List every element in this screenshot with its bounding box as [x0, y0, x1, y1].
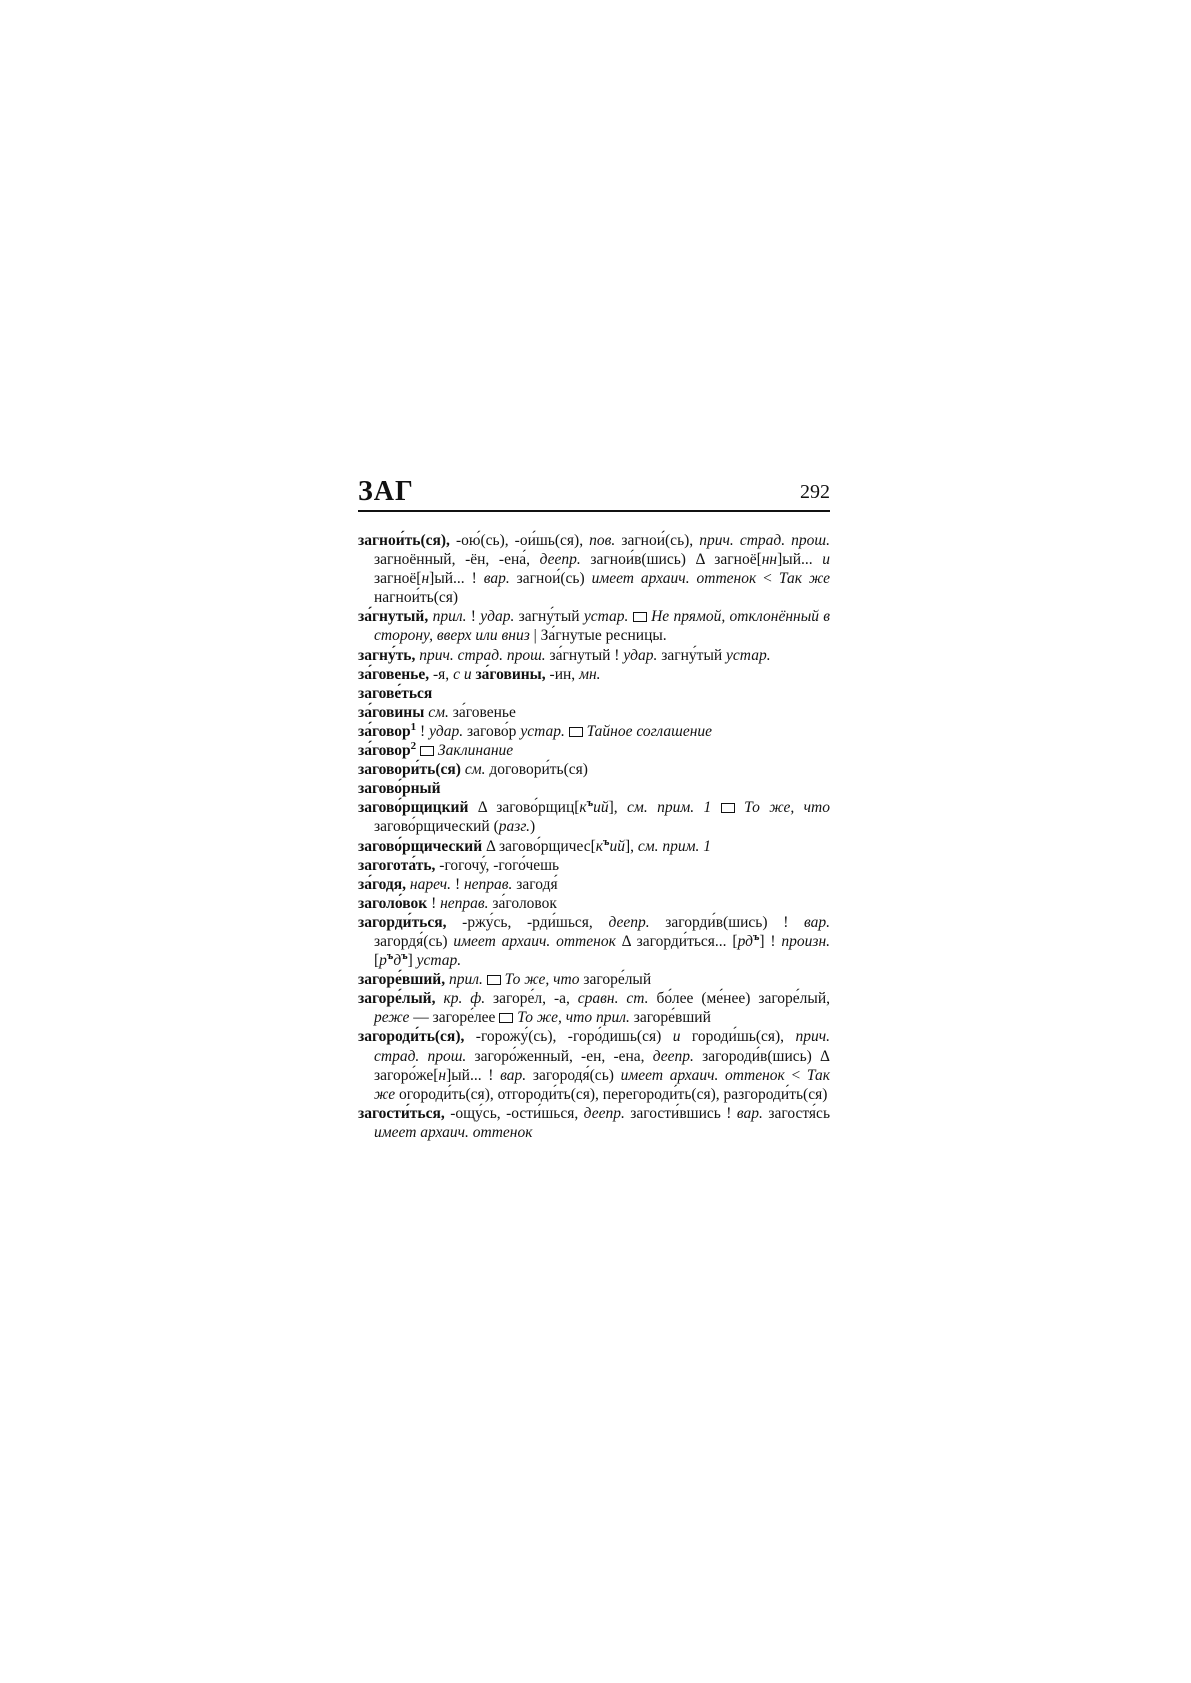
page-number: 292	[800, 481, 830, 503]
entry-zagnut: загну́ть, прич. страд. прош. за́гнутый ! удар. загну́тый устар.	[358, 646, 771, 664]
entry-zagovetsya	[358, 684, 830, 703]
headword: заголо́вок	[358, 894, 428, 912]
headword: загоре́лый,	[358, 990, 436, 1008]
headword: загости́ться,	[358, 1104, 445, 1122]
headword: за́говины	[358, 703, 425, 721]
headword: загороди́ть(ся),	[358, 1028, 465, 1046]
headword: за́говенье,	[358, 665, 430, 683]
headword: загорди́ться,	[358, 913, 447, 931]
entry-zagoviny: за́говины см. за́говенье	[358, 703, 516, 721]
square-box-icon	[499, 1013, 513, 1023]
headword: за́гнутый,	[358, 608, 429, 626]
entry-zagodya: за́годя, нареч. ! неправ. загодя́	[358, 875, 558, 893]
entry-zagnutyi: за́гнутый, прил. ! удар. загну́тый устар. Не прямой, отклонённый в сторону, вверх или вниз | За́гнутые ресницы.	[358, 608, 831, 645]
headword: за́годя,	[358, 875, 407, 893]
entry-zagostitsya: загости́ться, -ощу́сь, -ости́шься, деепр. загости́вшись ! вар. загостя́сь имеет архаич. оттенок	[358, 1104, 831, 1141]
square-box-icon	[721, 803, 735, 813]
entry-zagolovok: заголо́вок ! неправ. за́головок	[358, 894, 557, 912]
entry-zagogotat: загогота́ть, -гогочу́, -гого́чешь	[358, 856, 560, 874]
headword: загогота́ть,	[358, 856, 436, 874]
entry-zagorditsya: загорди́ться, -ржу́сь, -рди́шься, деепр. загорди́в(шись) ! вар. загордя́(сь) имеет архаич. оттенок Δ загорди́ться... $[рд^ъ]$ ! произн. $[р^ъд^ъ]$ устар.	[358, 913, 831, 970]
running-header	[358, 476, 830, 512]
headword: загну́ть,	[358, 646, 416, 664]
entry-zagovorshchicheskii: загово́рщический Δ $загово́рщичес[к^ъий]$, см. прим. 1	[358, 835, 712, 855]
entry-zagovorit: заговори́ть(ся) см. договори́ть(ся)	[358, 761, 588, 779]
headword: загнои́ть(ся),	[358, 532, 450, 549]
headword: загове́ться	[358, 684, 433, 702]
entry-zagnoit: загнои́ть(ся), -ою́(сь), -ои́шь(ся), пов. загнои́(сь), прич. страд. прош. загноённый, -ён, -ена́, деепр. загнои́в(шись) Δ загноё[нн]ый... и загноё[н]ый... ! вар. загнои́(сь) имеет архаич. оттенок < Так же нагнои́ть(ся)	[358, 532, 830, 607]
square-box-icon	[633, 612, 647, 622]
headword: за́говор	[358, 722, 411, 740]
entry-zagorevshii: загоре́вший, прил. То же, что загоре́лый	[358, 971, 652, 989]
header-word: ЗАГ	[358, 476, 414, 507]
entry-zagovenie: за́говенье, -я, с и за́говины, -ин, мн.	[358, 665, 601, 683]
square-box-icon	[487, 975, 501, 985]
entry-zagorodit: загороди́ть(ся), -горожу́(сь), -горо́дишь(ся) и городи́шь(ся), прич. страд. прош. загоро́женный, -ен, -ена, деепр. загороди́в(шись) Δ загоро́же[н]ый... ! вар. загородя́(сь) имеет архаич. оттенок < Так же огороди́ть(ся), отгороди́ть(ся), перегороди́ть(ся), разгороди́ть(ся)	[358, 1028, 831, 1103]
headword: за́говор	[358, 742, 411, 760]
square-box-icon	[420, 746, 434, 756]
headword: заговори́ть(ся)	[358, 761, 461, 779]
entry-zagovorshchitskii: загово́рщицкий Δ $загово́рщиц[к^ъий]$, см. прим. 1 То же, что загово́рщический (разг.)	[358, 797, 830, 836]
headword: загово́рщицкий	[358, 799, 469, 817]
square-box-icon	[569, 727, 583, 737]
entry-zagovornyi	[358, 779, 830, 798]
entry-zagovor-2: за́говор$^2$ Заклинание	[358, 739, 514, 760]
entry-zagorelyi: загоре́лый, кр. ф. загоре́л, -а, сравн. ст. бо́лее (ме́нее) загоре́лый, реже — загоре́лее То же, что прил. загоре́вший	[358, 990, 830, 1027]
dictionary-entries	[358, 531, 830, 1142]
headword: загово́рщический	[358, 837, 483, 855]
headword: загово́рный	[358, 780, 441, 798]
headword: загоре́вший,	[358, 971, 446, 989]
entry-zagovor-1: за́говор$^1$ ! удар. загово́р устар. Тайное соглашение	[358, 720, 713, 740]
